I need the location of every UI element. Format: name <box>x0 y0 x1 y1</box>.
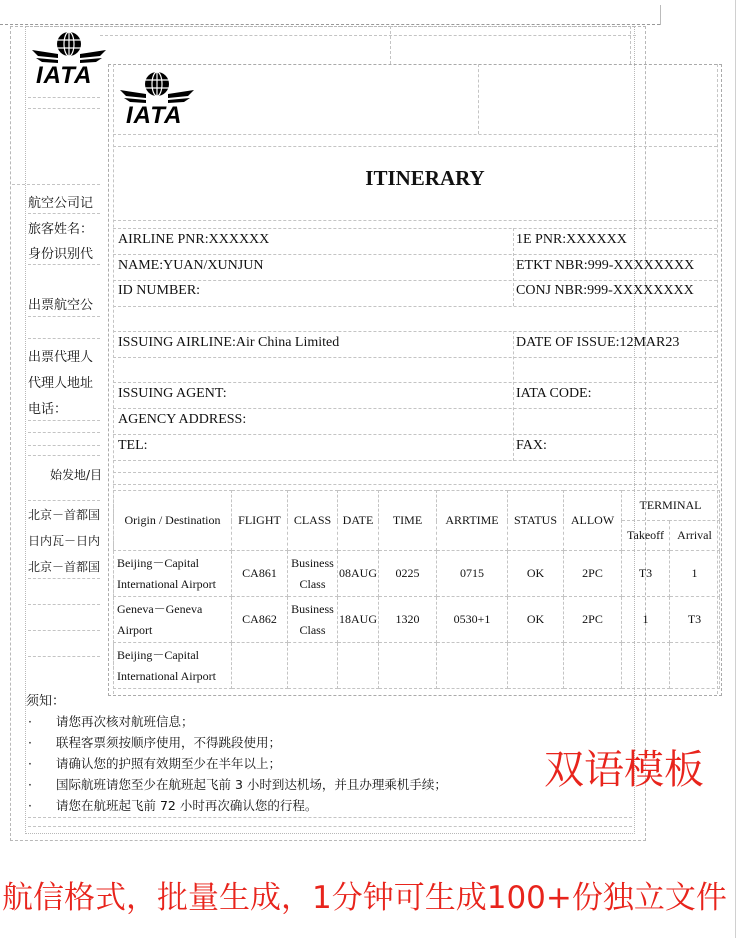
passenger-name: NAME:YUAN/XUNJUN <box>118 258 264 273</box>
cell-arrtime <box>437 643 508 689</box>
cell-takeoff <box>622 643 670 689</box>
cell-od: Beijing－Capital International Airport <box>114 551 232 597</box>
cell-date <box>338 643 379 689</box>
cell-arrtime: 0715 <box>437 551 508 597</box>
cell-allow: 2PC <box>564 551 622 597</box>
col-time: TIME <box>379 491 437 551</box>
cell-date: 08AUG <box>338 551 379 597</box>
cell-status: OK <box>508 551 564 597</box>
cell-time: 1320 <box>379 597 437 643</box>
iata-logo-text: IATA <box>126 102 183 129</box>
back-label-phone: 电话： <box>28 402 68 417</box>
back-label-airline: 航空公司记 <box>28 196 94 211</box>
cell-class <box>288 643 338 689</box>
col-origin-destination: Origin / Destination <box>114 491 232 551</box>
back-label-id: 身份识别代 <box>28 247 94 262</box>
cell-class: Business Class <box>288 551 338 597</box>
cell-flight: CA861 <box>232 551 288 597</box>
table-row <box>114 551 720 597</box>
bilingual-template-label: 双语模板 <box>544 747 704 793</box>
table-row <box>114 597 720 643</box>
tel: TEL: <box>118 438 148 453</box>
cell-arrtime: 0530+1 <box>437 597 508 643</box>
cell-allow <box>564 643 622 689</box>
cell-od: Geneva－Geneva Airport <box>114 597 232 643</box>
cell-time: 0225 <box>379 551 437 597</box>
conj-nbr: CONJ NBR:999-XXXXXXXX <box>516 283 694 298</box>
airline-pnr: AIRLINE PNR:XXXXXX <box>118 232 270 247</box>
fax: FAX: <box>516 438 547 453</box>
issuing-airline: ISSUING AIRLINE:Air China Limited <box>118 335 340 350</box>
col-terminal-takeoff: Takeoff <box>622 521 670 551</box>
segments-table <box>113 490 720 689</box>
col-date: DATE <box>338 491 379 551</box>
cell-takeoff: 1 <box>622 597 670 643</box>
etkt-nbr: ETKT NBR:999-XXXXXXXX <box>516 258 695 273</box>
back-row-3: 北京－首都国 <box>28 560 101 574</box>
col-allow: ALLOW <box>564 491 622 551</box>
col-status: STATUS <box>508 491 564 551</box>
col-terminal: TERMINAL <box>622 491 720 521</box>
cell-class: Business Class <box>288 597 338 643</box>
back-row-1: 北京－首都国 <box>28 508 101 522</box>
iata-logo-front <box>118 68 200 130</box>
1e-pnr: 1E PNR:XXXXXX <box>516 232 627 247</box>
cell-od: Beijing－Capital International Airport <box>114 643 232 689</box>
date-of-issue: DATE OF ISSUE:12MAR23 <box>516 335 680 350</box>
cell-status <box>508 643 564 689</box>
id-number: ID NUMBER: <box>118 283 201 298</box>
notice-item: · 请确认您的护照有效期至少在半年以上； <box>28 756 282 771</box>
back-row-2: 日内瓦－日内 <box>28 534 101 548</box>
col-class: CLASS <box>288 491 338 551</box>
cell-arrival <box>670 643 720 689</box>
cell-arrival: T3 <box>670 597 720 643</box>
back-label-agent-address: 代理人地址 <box>28 376 94 391</box>
cell-arrival: 1 <box>670 551 720 597</box>
back-label-issuing-airline: 出票航空公 <box>28 298 94 313</box>
issuing-agent: ISSUING AGENT: <box>118 386 227 401</box>
cell-time <box>379 643 437 689</box>
col-arrtime: ARRTIME <box>437 491 508 551</box>
col-terminal-arrival: Arrival <box>670 521 720 551</box>
iata-logo-back <box>28 28 110 90</box>
notice-item: · 请您在航班起飞前 72 小时再次确认您的行程。 <box>28 798 318 813</box>
notice-item: · 国际航班请您至少在航班起飞前 3 小时到达机场，并且办理乘机手续； <box>28 777 447 792</box>
cell-allow: 2PC <box>564 597 622 643</box>
cell-takeoff: T3 <box>622 551 670 597</box>
cell-flight <box>232 643 288 689</box>
back-label-passenger: 旅客姓名： <box>28 222 94 237</box>
page-title: ITINERARY <box>365 166 485 190</box>
table-row <box>114 643 720 689</box>
promo-banner: 航信格式，批量生成，1分钟可生成100+份独立文件 <box>2 880 727 916</box>
cell-date: 18AUG <box>338 597 379 643</box>
back-origin-header: 始发地/目 <box>50 468 102 482</box>
cell-status: OK <box>508 597 564 643</box>
cell-flight: CA862 <box>232 597 288 643</box>
notice-title: 须知： <box>26 694 66 709</box>
agency-address: AGENCY ADDRESS: <box>118 412 247 427</box>
notice-item: · 请您再次核对航班信息； <box>28 714 194 729</box>
iata-logo-text: IATA <box>36 62 93 89</box>
iata-code: IATA CODE: <box>516 386 592 401</box>
back-label-issuing-agent: 出票代理人 <box>28 350 94 365</box>
col-flight: FLIGHT <box>232 491 288 551</box>
notice-item: · 联程客票须按顺序使用，不得跳段使用； <box>28 735 282 750</box>
